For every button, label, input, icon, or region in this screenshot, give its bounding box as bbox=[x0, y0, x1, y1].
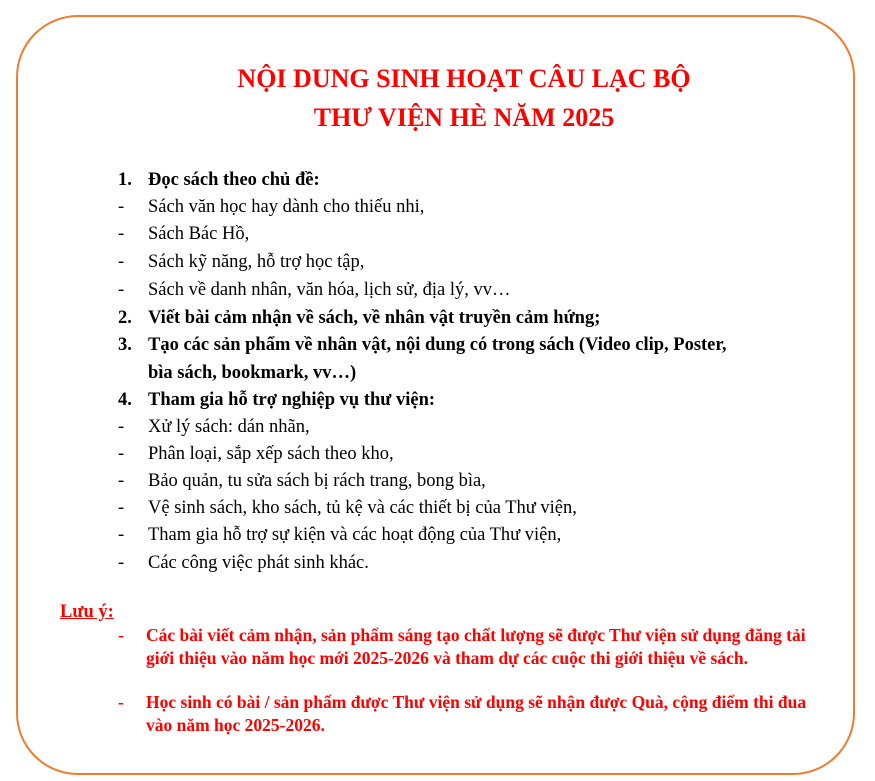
list-text: Sách văn học hay dành cho thiếu nhi, bbox=[148, 197, 425, 217]
list-text: bìa sách, bookmark, vv…) bbox=[148, 363, 357, 383]
list-text: Vệ sinh sách, kho sách, tủ kệ và các thiết bị của Thư viện, bbox=[148, 498, 577, 518]
list-marker: - bbox=[118, 224, 125, 244]
note-text: Các bài viết cảm nhận, sản phẩm sáng tạo chất lượng sẽ được Thư viện sử dụng đăng tải giới thiệu vào năm học mới 2025-2026 và tham dự các cuộc thi giới thiệu về sách. bbox=[146, 625, 806, 668]
list-text: Phân loại, sắp xếp sách theo kho, bbox=[148, 444, 394, 464]
list-text: Tham gia hỗ trợ nghiệp vụ thư viện: bbox=[148, 390, 436, 410]
note-marker: - bbox=[118, 625, 124, 645]
list-marker: - bbox=[118, 471, 125, 491]
list-marker: - bbox=[118, 197, 125, 217]
list-marker: - bbox=[118, 280, 125, 300]
list-marker: 2. bbox=[118, 308, 132, 328]
list-text: Tạo các sản phẩm về nhân vật, nội dung có trong sách (Video clip, Poster, bbox=[148, 335, 727, 355]
list-text: Đọc sách theo chủ đề: bbox=[148, 170, 320, 190]
list-text: Sách kỹ năng, hỗ trợ học tập, bbox=[148, 252, 365, 272]
title-line-2: THƯ VIỆN HÈ NĂM 2025 bbox=[313, 103, 615, 132]
note-marker: - bbox=[118, 692, 124, 712]
list-text: Sách về danh nhân, văn hóa, lịch sử, địa lý, vv… bbox=[148, 280, 511, 300]
list-marker: - bbox=[118, 252, 125, 272]
list-text: Các công việc phát sinh khác. bbox=[148, 553, 369, 573]
list-marker: - bbox=[118, 553, 125, 573]
list-marker: 1. bbox=[118, 170, 132, 190]
list-marker: 3. bbox=[118, 335, 132, 355]
list-text: Tham gia hỗ trợ sự kiện và các hoạt động của Thư viện, bbox=[148, 525, 562, 545]
list-marker: - bbox=[118, 498, 125, 518]
note-text: Học sinh có bài / sản phẩm được Thư viện sử dụng sẽ nhận được Quà, cộng điểm thi đua vào năm học 2025-2026. bbox=[146, 692, 807, 735]
list-text: Xử lý sách: dán nhãn, bbox=[148, 417, 310, 437]
list-marker: - bbox=[118, 525, 125, 545]
list-marker: - bbox=[118, 417, 125, 437]
list-marker: 4. bbox=[118, 390, 132, 410]
list-marker: - bbox=[118, 444, 125, 464]
title-line-1: NỘI DUNG SINH HOẠT CÂU LẠC BỘ bbox=[237, 64, 691, 93]
note-label: Lưu ý: bbox=[60, 602, 114, 622]
list-text: Sách Bác Hồ, bbox=[148, 224, 250, 244]
list-text: Bảo quản, tu sửa sách bị rách trang, bong bìa, bbox=[148, 471, 486, 491]
list-text: Viết bài cảm nhận về sách, về nhân vật truyền cảm hứng; bbox=[148, 308, 601, 328]
